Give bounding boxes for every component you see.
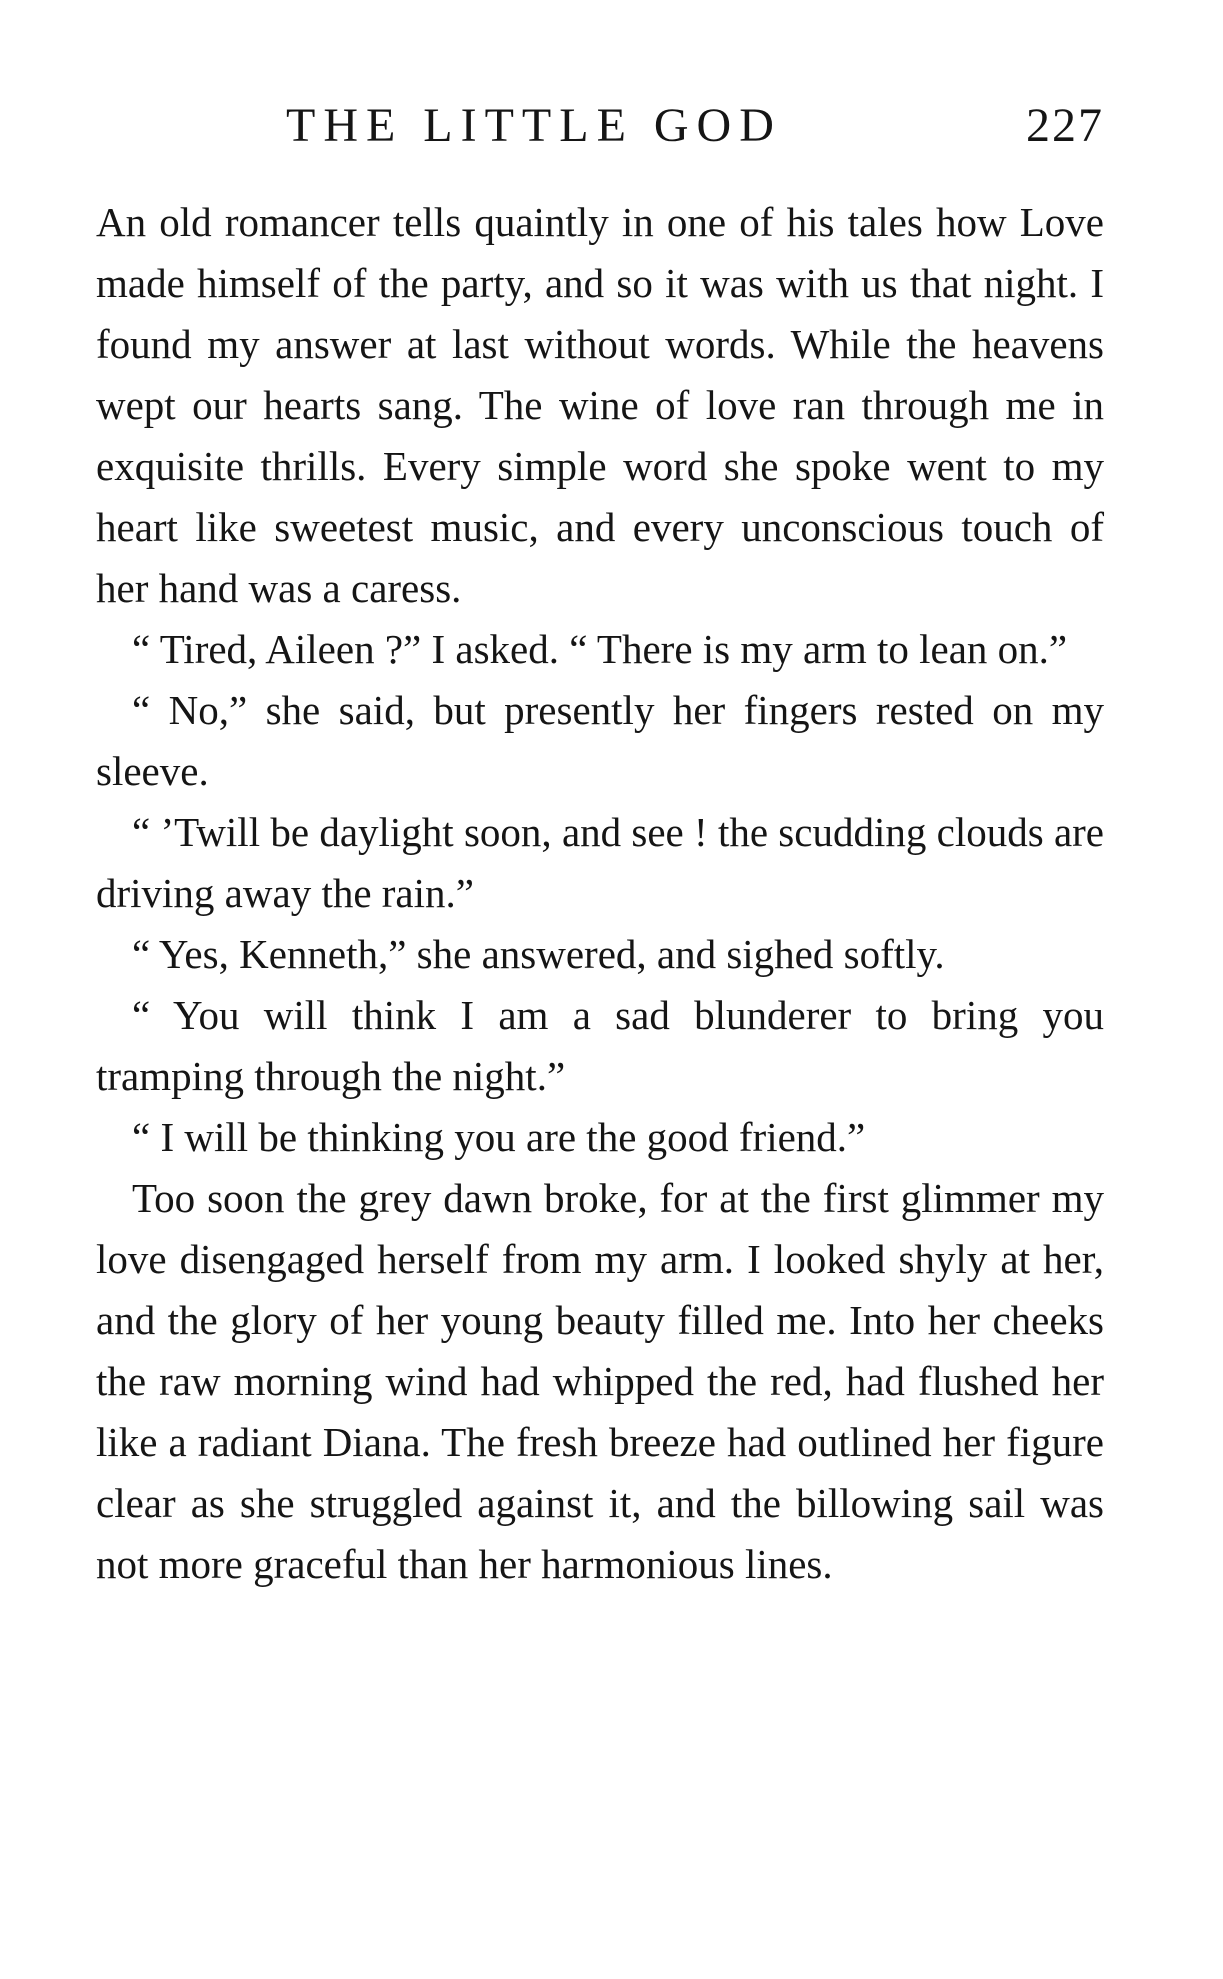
paragraph-4: “ ’Twill be daylight soon, and see ! the scudding clouds are driving away the rain.” <box>96 809 1104 916</box>
paragraph-2: “ Tired, Aileen ?” I asked. “ There is my arm to lean on.” <box>132 626 1068 672</box>
body-text <box>96 192 1104 1595</box>
paragraph-1: An old romancer tells quaintly in one of his tales how Love made himself of the party, and so it was with us that night. I found my answer at last without words. While the heavens wept our hearts sang. The wine of love ran through me in exquisite thrills. Every simple word she spoke went to my heart like sweetest music, and every unconscious touch of her hand was a caress. <box>96 199 1104 611</box>
paragraph-7: “ I will be thinking you are the good friend.” <box>132 1114 866 1160</box>
paragraph-6: “ You will think I am a sad blunderer to bring you tramping through the night.” <box>96 992 1104 1099</box>
paragraph-5: “ Yes, Kenneth,” she answered, and sighed softly. <box>132 931 945 977</box>
paragraph-8: Too soon the grey dawn broke, for at the first glimmer my love disengaged herself from my arm. I looked shyly at her, and the glory of her young beauty filled me. Into her cheeks the raw morning wind had whipped the red, had flushed her like a radiant Diana. The fresh breeze had outlined her figure clear as she struggled against it, and the billowing sail was not more graceful than her harmonious lines. <box>96 1175 1104 1587</box>
running-title: THE LITTLE GOD <box>286 99 782 152</box>
paragraph-3: “ No,” she said, but presently her fingers rested on my sleeve. <box>96 687 1104 794</box>
running-head <box>96 98 1104 168</box>
page-number: 227 <box>1026 99 1104 152</box>
